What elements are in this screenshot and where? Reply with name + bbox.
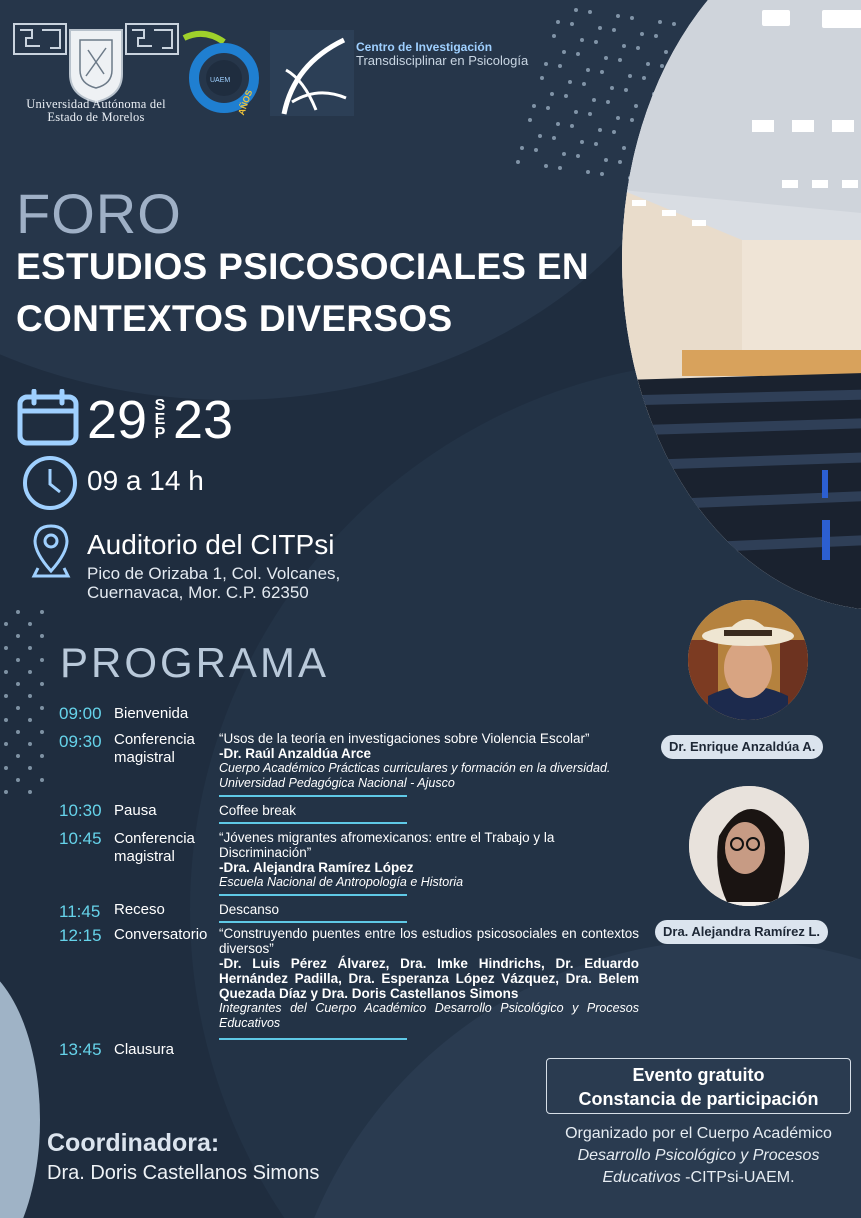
dot bbox=[40, 610, 44, 614]
dot bbox=[532, 104, 536, 108]
dot bbox=[4, 670, 8, 674]
dot bbox=[16, 730, 20, 734]
dot bbox=[544, 164, 548, 168]
dot bbox=[604, 56, 608, 60]
dot bbox=[550, 92, 554, 96]
dot bbox=[576, 52, 580, 56]
organizer-line1: Organizado por el Cuerpo Académico bbox=[565, 1125, 832, 1142]
program-time: 11:45 bbox=[59, 902, 101, 921]
dot bbox=[628, 74, 632, 78]
speaker-photo bbox=[689, 786, 809, 906]
dot bbox=[16, 682, 20, 686]
event-month bbox=[149, 399, 171, 441]
talk-title: “Usos de la teoría en investigaciones sobre Violencia Escolar” bbox=[219, 731, 590, 746]
dot bbox=[40, 658, 44, 662]
dot bbox=[622, 44, 626, 48]
dot bbox=[28, 622, 32, 626]
dot bbox=[630, 118, 634, 122]
program-activity: Pausa bbox=[114, 802, 157, 819]
program-time: 13:45 bbox=[59, 1040, 102, 1059]
dot bbox=[618, 58, 622, 62]
talk-title: “Jóvenes migrantes afromexicanos: entre el Trabajo y la Discriminación” bbox=[219, 830, 555, 860]
dot bbox=[4, 718, 8, 722]
event-month-letter: E bbox=[154, 411, 166, 428]
dot bbox=[520, 146, 524, 150]
dot bbox=[40, 730, 44, 734]
event-time: 09 a 14 h bbox=[87, 465, 204, 496]
dot bbox=[562, 50, 566, 54]
dot bbox=[552, 34, 556, 38]
organizer-note bbox=[546, 1123, 851, 1189]
event-year: 23 bbox=[173, 390, 234, 450]
dot bbox=[16, 658, 20, 662]
citpsi-logo bbox=[270, 30, 354, 116]
dot bbox=[594, 40, 598, 44]
program-detail bbox=[219, 731, 639, 791]
dot bbox=[586, 68, 590, 72]
calendar-icon bbox=[17, 389, 79, 447]
speaker-name: -Dra. Alejandra Ramírez López bbox=[219, 860, 414, 875]
speaker-affiliation: Escuela Nacional de Antropología e Historia bbox=[219, 875, 464, 889]
dot bbox=[588, 10, 592, 14]
free-event-box bbox=[546, 1058, 851, 1114]
dot bbox=[594, 142, 598, 146]
dot bbox=[576, 154, 580, 158]
talk-title: “Construyendo puentes entre los estudios psicosociales en contextos diversos” bbox=[219, 926, 639, 956]
dot bbox=[586, 170, 590, 174]
speaker-portrait-image bbox=[688, 600, 808, 720]
dot bbox=[574, 8, 578, 12]
dot bbox=[534, 148, 538, 152]
dot bbox=[4, 790, 8, 794]
divider bbox=[219, 1038, 407, 1040]
program-time: 09:00 bbox=[59, 704, 102, 723]
divider bbox=[219, 894, 407, 896]
dot bbox=[4, 766, 8, 770]
event-day: 29 bbox=[87, 390, 148, 450]
dot bbox=[624, 88, 628, 92]
speaker-name: -Dr. Raúl Anzaldúa Arce bbox=[219, 746, 372, 761]
dot bbox=[658, 20, 662, 24]
dot bbox=[516, 160, 520, 164]
dot bbox=[4, 742, 8, 746]
university-name bbox=[12, 98, 180, 124]
university-name-line1: Universidad Autónoma del bbox=[26, 97, 166, 111]
dot bbox=[28, 766, 32, 770]
dot bbox=[540, 76, 544, 80]
dot bbox=[40, 634, 44, 638]
dot bbox=[28, 646, 32, 650]
dot bbox=[570, 124, 574, 128]
location-pin-icon bbox=[30, 522, 72, 578]
dot bbox=[16, 754, 20, 758]
speaker-name-badge: Dra. Alejandra Ramírez L. bbox=[655, 920, 828, 944]
dot bbox=[4, 694, 8, 698]
dot bbox=[4, 622, 8, 626]
event-kind: FORO bbox=[16, 182, 182, 245]
organizer-line2: Desarrollo Psicológico y Procesos bbox=[577, 1147, 820, 1164]
program-heading: PROGRAMA bbox=[60, 639, 330, 686]
speaker-affiliation: Cuerpo Académico Prácticas curriculares y formación en la diversidad. Universidad Pedagógica Nacional - Ajusco bbox=[219, 761, 611, 790]
dot bbox=[28, 718, 32, 722]
organizer-line3: Educativos bbox=[602, 1169, 681, 1186]
dot bbox=[642, 76, 646, 80]
dot bbox=[40, 682, 44, 686]
free-event-label: Evento gratuito bbox=[632, 1065, 765, 1085]
program-note: Descanso bbox=[219, 902, 280, 917]
dot bbox=[570, 22, 574, 26]
divider bbox=[219, 822, 407, 824]
coordinator-name: Dra. Doris Castellanos Simons bbox=[47, 1162, 320, 1184]
dot bbox=[580, 140, 584, 144]
event-venue: Auditorio del CITPsi bbox=[87, 529, 335, 560]
dot bbox=[598, 26, 602, 30]
event-month-letter: P bbox=[154, 425, 166, 442]
program-time: 10:30 bbox=[59, 801, 102, 820]
dot bbox=[672, 22, 676, 26]
bg-circle-accent bbox=[0, 960, 40, 1218]
dot bbox=[616, 14, 620, 18]
dot bbox=[616, 116, 620, 120]
dot bbox=[654, 34, 658, 38]
dot bbox=[556, 20, 560, 24]
anniversary-label: AÑOS bbox=[236, 88, 255, 116]
dot bbox=[558, 166, 562, 170]
event-address bbox=[87, 564, 340, 602]
address-line2: Cuernavaca, Mor. C.P. 62350 bbox=[87, 583, 309, 602]
dot bbox=[622, 146, 626, 150]
speaker-name: -Dr. Luis Pérez Álvarez, Dra. Imke Hindrichs, Dr. Eduardo Hernández Padilla, Dra. Esperanza López Vázquez, Dra. Belem Quezada Díaz y Dra. Doris Castellanos Simons bbox=[219, 956, 639, 1001]
dot bbox=[16, 634, 20, 638]
speaker-affiliation: Integrantes del Cuerpo Académico Desarrollo Psicológico y Procesos Educativos bbox=[219, 1001, 639, 1030]
dot bbox=[646, 62, 650, 66]
speaker-name-badge: Dr. Enrique Anzaldúa A. bbox=[661, 735, 823, 759]
dot bbox=[568, 80, 572, 84]
citpsi-name bbox=[356, 40, 528, 68]
svg-text:UAEM: UAEM bbox=[210, 77, 231, 84]
dot bbox=[40, 754, 44, 758]
dot bbox=[660, 64, 664, 68]
event-title-line1: ESTUDIOS PSICOSOCIALES EN bbox=[16, 246, 589, 287]
dot bbox=[28, 694, 32, 698]
dot bbox=[600, 172, 604, 176]
program-detail bbox=[219, 830, 579, 890]
citpsi-mark-icon bbox=[270, 30, 354, 116]
program-time: 12:15 bbox=[59, 926, 102, 945]
dot bbox=[556, 122, 560, 126]
program-note: Coffee break bbox=[219, 803, 297, 818]
program-activity: Conferencia magistral bbox=[114, 731, 195, 766]
dot bbox=[562, 152, 566, 156]
dot bbox=[40, 778, 44, 782]
dot bbox=[598, 128, 602, 132]
dot bbox=[4, 646, 8, 650]
organizer-line4: -CITPsi-UAEM. bbox=[680, 1169, 795, 1186]
dot bbox=[606, 100, 610, 104]
program-activity: Receso bbox=[114, 901, 165, 918]
dot bbox=[28, 670, 32, 674]
dot bbox=[544, 62, 548, 66]
coordinator-label: Coordinadora: bbox=[47, 1129, 220, 1157]
program-time: 10:45 bbox=[59, 829, 102, 848]
dot bbox=[612, 28, 616, 32]
dot bbox=[28, 790, 32, 794]
citpsi-name-line2: Transdisciplinar en Psicología bbox=[356, 53, 529, 68]
dot bbox=[610, 86, 614, 90]
dot bbox=[634, 104, 638, 108]
dot bbox=[588, 112, 592, 116]
anniversary-logo bbox=[180, 30, 260, 116]
dot bbox=[16, 610, 20, 614]
dot bbox=[612, 130, 616, 134]
dot bbox=[592, 98, 596, 102]
program-activity: Clausura bbox=[114, 1041, 175, 1058]
event-month-letter: S bbox=[154, 397, 166, 414]
program-activity: Conversatorio bbox=[114, 926, 208, 943]
address-line1: Pico de Orizaba 1, Col. Volcanes, bbox=[87, 564, 341, 583]
speaker-photo bbox=[688, 600, 808, 720]
event-title-line2: CONTEXTOS DIVERSOS bbox=[16, 298, 453, 339]
dot bbox=[564, 94, 568, 98]
shield-icon bbox=[66, 26, 126, 106]
speaker-portrait-image bbox=[689, 786, 809, 906]
university-name-line2: Estado de Morelos bbox=[47, 110, 145, 124]
dot bbox=[528, 118, 532, 122]
program-detail bbox=[219, 926, 639, 1031]
dot bbox=[636, 46, 640, 50]
dot bbox=[574, 110, 578, 114]
dot bbox=[558, 64, 562, 68]
dot bbox=[604, 158, 608, 162]
dot bbox=[664, 50, 668, 54]
dot bbox=[600, 70, 604, 74]
dot bbox=[546, 106, 550, 110]
divider bbox=[219, 795, 407, 797]
dot bbox=[552, 136, 556, 140]
program-activity: Conferencia magistral bbox=[114, 830, 195, 865]
dot bbox=[630, 16, 634, 20]
dot bbox=[582, 82, 586, 86]
dot bbox=[40, 706, 44, 710]
program-time: 09:30 bbox=[59, 732, 102, 751]
clock-icon bbox=[22, 455, 78, 511]
certificate-label: Constancia de participación bbox=[578, 1089, 819, 1109]
program-activity: Bienvenida bbox=[114, 705, 189, 722]
citpsi-name-line1: Centro de Investigación bbox=[356, 40, 493, 54]
dot bbox=[538, 134, 542, 138]
dot bbox=[16, 778, 20, 782]
divider bbox=[219, 921, 407, 923]
dot bbox=[580, 38, 584, 42]
dot bbox=[640, 32, 644, 36]
dot bbox=[16, 706, 20, 710]
dot bbox=[28, 742, 32, 746]
dot bbox=[618, 160, 622, 164]
